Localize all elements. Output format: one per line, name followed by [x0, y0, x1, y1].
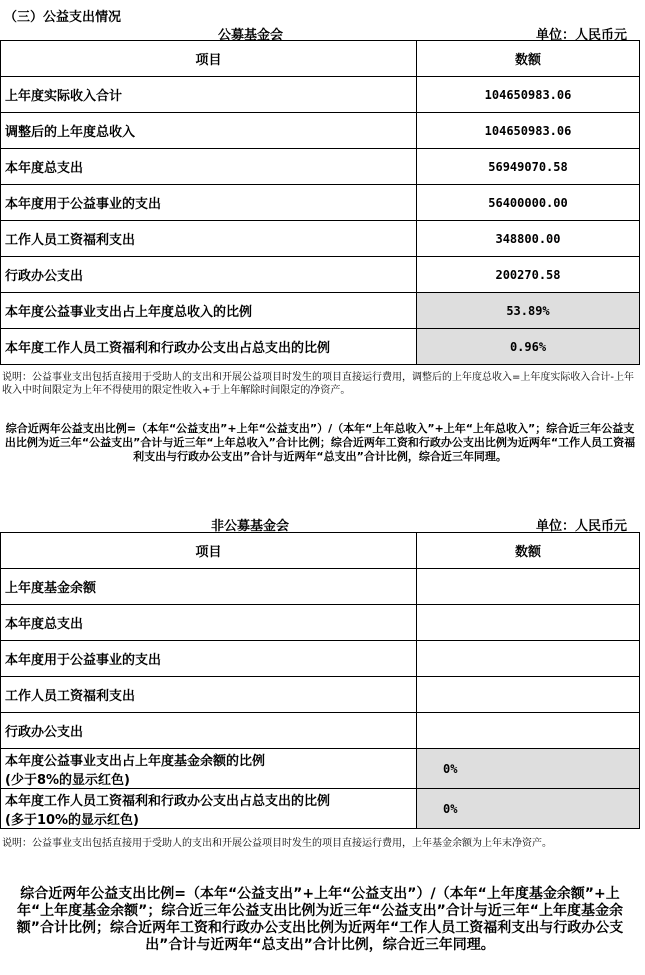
- row-label: 调整后的上年度总收入: [1, 113, 417, 149]
- public-fund-table: [0, 40, 640, 365]
- row-value: 0%: [417, 749, 640, 789]
- section-title: （三）公益支出情况: [4, 10, 122, 25]
- table-row: [1, 569, 640, 605]
- header-amount: 数额: [417, 41, 640, 77]
- public-fund-unit: 单位：人民币元: [536, 28, 628, 43]
- row-label: 本年度用于公益事业的支出: [1, 641, 417, 677]
- header-amount: 数额: [417, 533, 640, 569]
- table-row: [1, 789, 640, 829]
- public-fund-formula: 综合近两年公益支出比例=（本年“公益支出”+上年“公益支出”）/（本年“上年总收入”+上年“上年总收入”；综合近三年公益支出比例为近三年“公益支出”合计与近三年“上年总收入”合计比例；综合近两年工资和行政办公支出比例为近两年“工作人员工资福利支出与行政办公支出”合计与近两年“总支出”合计比例，综合近三年同理。: [4, 422, 636, 463]
- non-public-fund-formula: 综合近两年公益支出比例=（本年“公益支出”+上年“公益支出”）/（本年“上年度基金余额”+上年“上年度基金余额”；综合近三年公益支出比例为近三年“公益支出”合计与近三年“上年度基金余额”合计比例；综合近两年工资和行政办公支出比例为近两年“工作人员工资福利支出与行政办公支出”合计与近两年“总支出”合计比例，综合近三年同理。: [16, 886, 624, 953]
- table-row: [1, 749, 640, 789]
- row-label-main: 本年度公益事业支出占上年度基金余额的比例: [5, 753, 266, 769]
- row-label-note: (少于8%的显示红色): [5, 772, 130, 788]
- row-label: [1, 749, 417, 789]
- header-item: 项目: [1, 533, 417, 569]
- row-label: 本年度用于公益事业的支出: [1, 185, 417, 221]
- row-value: 348800.00: [417, 221, 640, 257]
- table-row: [1, 149, 640, 185]
- table-row: [1, 293, 640, 329]
- table-row: [1, 77, 640, 113]
- row-value: [417, 569, 640, 605]
- row-value: 200270.58: [417, 257, 640, 293]
- row-value: [417, 713, 640, 749]
- table-row: [1, 677, 640, 713]
- row-label: [1, 789, 417, 829]
- row-label: 本年度公益事业支出占上年度总收入的比例: [1, 293, 417, 329]
- row-value: 0.96%: [417, 329, 640, 365]
- header-row: [1, 41, 640, 77]
- public-fund-caption: 公募基金会: [218, 28, 284, 43]
- row-value: 0%: [417, 789, 640, 829]
- row-value: [417, 605, 640, 641]
- row-value: [417, 677, 640, 713]
- header-row: [1, 533, 640, 569]
- row-value: 53.89%: [417, 293, 640, 329]
- row-label: 工作人员工资福利支出: [1, 221, 417, 257]
- row-label: 本年度工作人员工资福利和行政办公支出占总支出的比例: [1, 329, 417, 365]
- table-row: [1, 605, 640, 641]
- table-row: [1, 257, 640, 293]
- non-public-fund-caption: 非公募基金会: [211, 519, 290, 534]
- row-label: 行政办公支出: [1, 257, 417, 293]
- table-row: [1, 713, 640, 749]
- row-label-main: 本年度工作人员工资福利和行政办公支出占总支出的比例: [5, 793, 331, 809]
- row-label: 本年度总支出: [1, 149, 417, 185]
- row-label: 本年度总支出: [1, 605, 417, 641]
- row-value: [417, 641, 640, 677]
- row-label: 行政办公支出: [1, 713, 417, 749]
- public-fund-note: 说明：公益事业支出包括直接用于受助人的支出和开展公益项目时发生的项目直接运行费用，调整后的上年度总收入=上年度实际收入合计-上年收入中时间限定为上年不得使用的限定性收入+于上年解除时间限定的净资产。: [2, 372, 634, 396]
- row-value: 104650983.06: [417, 113, 640, 149]
- row-label: 工作人员工资福利支出: [1, 677, 417, 713]
- non-public-fund-note: 说明：公益事业支出包括直接用于受助人的支出和开展公益项目时发生的项目直接运行费用，上年基金余额为上年末净资产。: [2, 838, 552, 849]
- row-label-note: (多于10%的显示红色): [5, 812, 139, 828]
- row-value: 56400000.00: [417, 185, 640, 221]
- row-value: 104650983.06: [417, 77, 640, 113]
- row-label: 上年度基金余额: [1, 569, 417, 605]
- table-row: [1, 641, 640, 677]
- table-row: [1, 329, 640, 365]
- non-public-fund-table: [0, 532, 640, 829]
- table-row: [1, 185, 640, 221]
- header-item: 项目: [1, 41, 417, 77]
- table-row: [1, 221, 640, 257]
- table-row: [1, 113, 640, 149]
- non-public-fund-unit: 单位：人民币元: [536, 519, 628, 534]
- row-label: 上年度实际收入合计: [1, 77, 417, 113]
- row-value: 56949070.58: [417, 149, 640, 185]
